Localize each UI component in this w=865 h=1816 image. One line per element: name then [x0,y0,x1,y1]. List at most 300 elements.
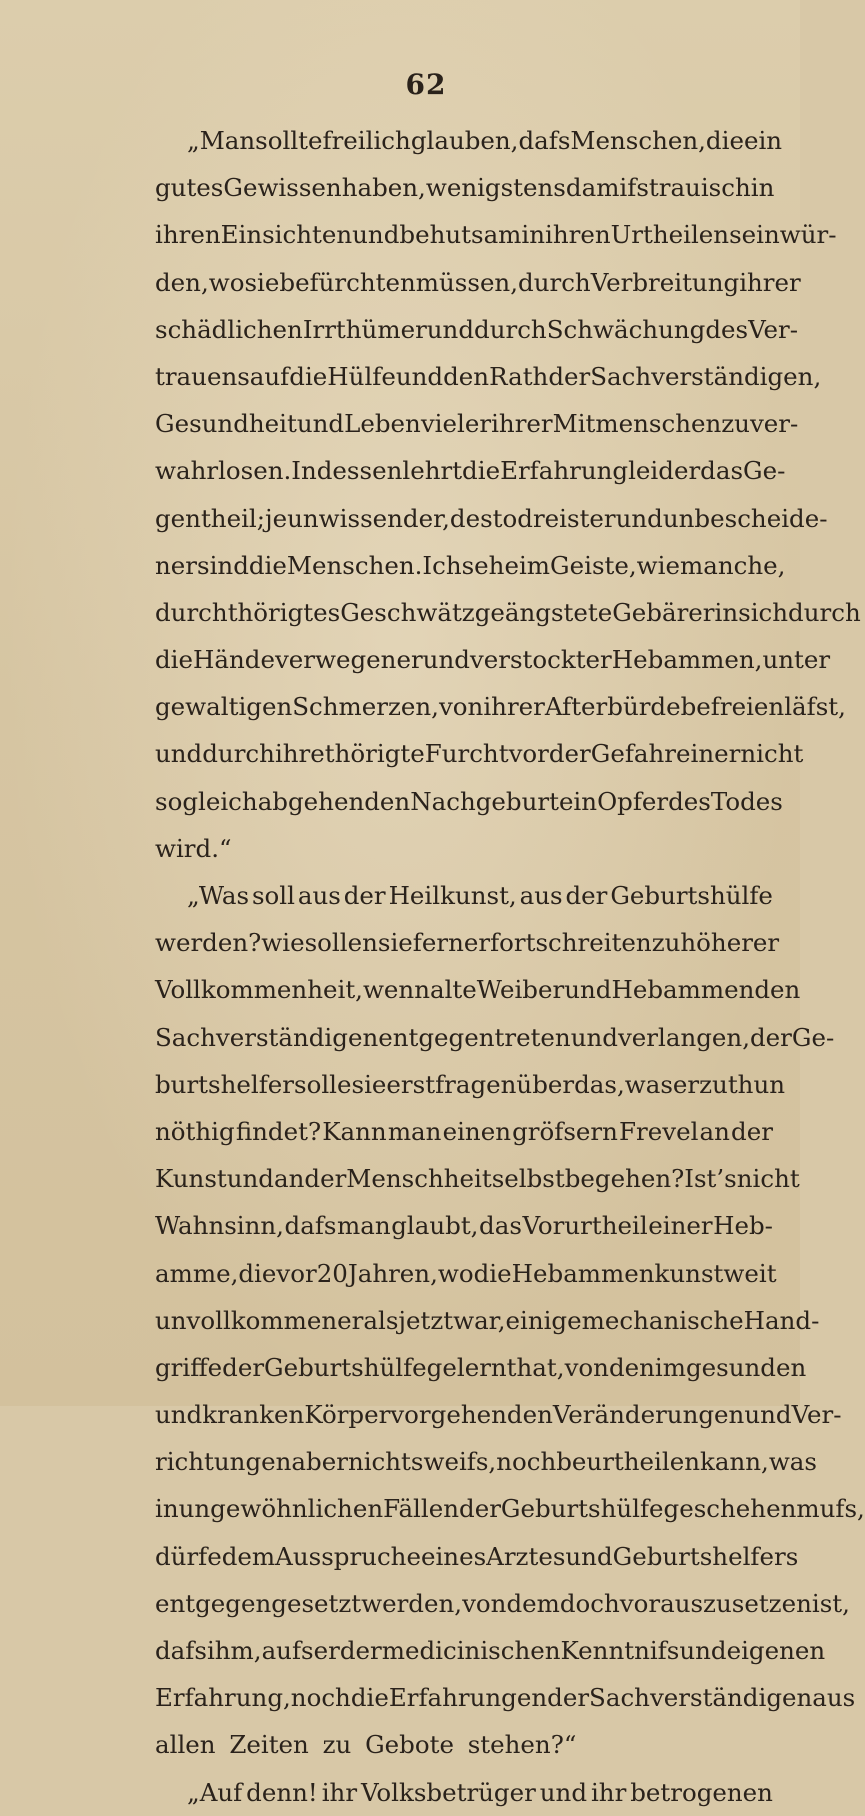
word: richtungen [155,1447,292,1477]
word: beurtheilen [556,1447,700,1477]
word: vorgehenden [390,1400,553,1430]
word: war, [453,1305,506,1335]
word: und [615,503,663,533]
word: er [672,1069,700,1099]
word: Nachgeburt [410,786,559,816]
word: Gefahr [590,739,677,769]
word: treten [494,1022,571,1052]
word: findet? [235,1116,322,1146]
word: Heilkunst, [388,881,517,910]
word: Geburtshülfe [264,1352,427,1382]
word: die [248,550,287,580]
word: ungewöhnlichen [178,1494,384,1524]
word: Opfer [597,786,669,816]
word: Kann [322,1116,387,1146]
word: den [608,1352,655,1382]
word: Irrthümer [302,314,427,344]
word: die [155,645,194,675]
word: Menschheit [346,1164,492,1194]
word: sind [197,550,249,580]
word: fragen [435,1069,517,1099]
word: Geschwätz [340,597,475,627]
word: vieler [420,409,492,439]
word: Furcht [424,739,509,769]
text-line [155,1250,777,1297]
word: dafs [155,1636,207,1665]
word: amme, [155,1258,239,1288]
word: unwissender, [287,503,450,533]
page-number: 62 [405,68,447,101]
word: ihrer [491,409,553,439]
word: wie [261,928,305,958]
word: nöthig [155,1116,235,1146]
word: Mitmenschen [552,409,722,439]
text-line: wird.“ [155,833,232,863]
word: Körper [304,1400,391,1430]
word: Verbreitung [590,267,740,297]
word: Erfahrung, [155,1683,291,1713]
word: durch [474,314,547,344]
word: freilich [322,126,411,155]
word: thörigte [324,739,425,769]
word: vorauszusetzen [619,1588,812,1618]
word: nichts [347,1447,424,1477]
text-line [155,1769,773,1816]
word: Jahren, [347,1258,438,1288]
word: und [155,739,203,769]
word: die [350,1683,389,1713]
word: jetzt [398,1305,454,1335]
word: einer [676,739,741,769]
word: und [226,1164,274,1194]
word: an [699,1116,730,1146]
text-line [155,495,828,542]
word: zu [699,1069,728,1099]
word: der [222,1352,265,1382]
word: ver- [749,409,799,439]
word: ferner [412,928,491,958]
word: des [668,786,711,816]
word: Ich [422,550,462,580]
word: Sachverständigen [155,1022,379,1052]
text-line [155,306,799,353]
word: burtshelfer [155,1069,294,1099]
word: Gewissen [223,173,342,203]
word: gröfsern [512,1116,618,1146]
word: im [518,550,551,580]
word: Indessen [291,456,403,486]
word: soll [251,881,295,910]
text-line [155,1155,800,1202]
text-line [155,872,773,919]
word: das, [574,1069,625,1099]
word: und [539,1777,588,1807]
word: wo [208,267,245,297]
word: denn! [246,1777,318,1807]
word: wie [636,550,680,580]
word: Schmerzen, [292,692,439,722]
text-line [155,400,799,447]
word: dem [221,1541,276,1571]
word: werden? [155,928,262,958]
word: von [438,692,484,722]
word: Hülfe [327,361,396,391]
word: das [479,1211,522,1241]
word: entgegengesetzt [155,1588,362,1618]
word: über [516,1069,575,1099]
word: Vollkommenheit, [155,975,363,1005]
word: und [565,1541,613,1571]
word: Urtheilen [610,220,730,250]
text-line [155,1533,799,1580]
body-text [155,117,865,1816]
word: erst [386,1069,436,1099]
word: noch [290,1683,351,1713]
word: hat, [516,1352,565,1382]
word: Kenntnifs [560,1636,680,1665]
word: mufs, [796,1494,865,1524]
word: den [754,975,801,1005]
word: in [521,220,546,250]
word: was [768,1447,817,1477]
text-line [155,778,783,825]
word: abgehenden [257,786,411,816]
text-line [155,1014,835,1061]
word: man [337,1211,391,1241]
text-line [155,1580,850,1627]
text-line [155,259,801,306]
word: je [265,503,288,533]
word: und [155,1400,203,1430]
word: von [462,1588,507,1618]
word: ihm, [206,1636,262,1665]
word: Erfahrung [500,456,629,486]
word: höherer [680,928,780,958]
word: aufser [261,1636,340,1665]
word: dafs [284,1211,337,1241]
word: Wahnsinn, [155,1211,284,1241]
text-line [155,1391,842,1438]
text-line [155,1061,786,1108]
word: mifstrauisch [596,173,751,203]
word: Kunst [155,1164,227,1194]
word: desto [449,503,518,533]
word: nicht [736,1164,800,1194]
word: Gebärerin [612,597,739,627]
word: aus [812,1683,856,1713]
word: aus [519,881,563,910]
word: der [547,1683,590,1713]
word: ihr [321,1777,358,1807]
word: lehrt [402,456,463,486]
word: Erfahrungen [388,1683,548,1713]
word: Sachverständigen, [590,361,822,391]
word: einige [505,1305,582,1335]
word: verstockter [469,645,612,675]
word: ihrer [739,267,801,297]
word: der [749,1022,792,1052]
word: medicinischen [381,1636,561,1665]
word: alte [429,975,477,1005]
word: verlangen, [617,1022,750,1052]
word: schädlichen [155,314,303,344]
word: Geburtshelfers [612,1541,799,1571]
word: entgegen [378,1022,495,1052]
word: Volksbetrüger [360,1777,536,1807]
word: Schwächung [546,314,706,344]
word: Todes [710,786,783,816]
word: Hand- [743,1305,820,1335]
text-line [155,730,804,777]
text-line [155,1344,807,1391]
text-line [155,542,786,589]
word: aber [291,1447,348,1477]
word: unvollkommener [155,1305,364,1335]
word: von [564,1352,609,1382]
word: Frevel [619,1116,699,1146]
word: geängstete [474,597,613,627]
word: des [705,314,749,344]
text-line [155,1108,773,1155]
word: einen [442,1116,511,1146]
word: thun [727,1069,786,1099]
word: sollen [304,928,378,958]
text-line [155,683,846,730]
word: Veränderungen [552,1400,745,1430]
word: glaubt, [391,1211,479,1241]
word: unbescheide- [662,503,828,533]
word: sollte [255,126,323,155]
word: noch [496,1447,557,1477]
word: die [238,1258,277,1288]
word: die [473,1258,512,1288]
word: ihrer [483,692,545,722]
text-line [155,1485,865,1532]
word: Geburtshülfe [500,1494,664,1524]
word: Hebammen, [611,645,763,675]
word: gelernt [426,1352,517,1382]
word: müssen, [415,267,519,297]
word: selbst [491,1164,565,1194]
word: solle [294,1069,352,1099]
word: ner [155,550,197,580]
word: dafs [518,126,571,155]
word: griffe [155,1352,223,1382]
word: thörigtes [227,597,341,627]
text-line [155,164,773,211]
word: läfst, [784,692,846,722]
word: der [343,881,386,910]
text-line [155,966,801,1013]
word: der [548,739,591,769]
word: aus [297,881,341,910]
word: trauens [155,361,250,391]
word: manche, [679,550,786,580]
word: dreister [517,503,616,533]
word: werden, [361,1588,463,1618]
word: „Was [187,881,250,910]
word: der [459,1494,501,1524]
word: befreien [680,692,785,722]
text-line [155,919,780,966]
word: Ver- [791,1400,842,1430]
word: gewaltigen [155,692,293,722]
word: die [705,126,744,155]
word: in [750,173,775,203]
word: an [274,1164,305,1194]
word: der [548,361,591,391]
word: unter [762,645,831,675]
word: als [363,1305,399,1335]
text-line [155,353,822,400]
word: durch [202,739,275,769]
word: sich [738,597,789,627]
word: ein [558,786,598,816]
word: Hände [193,645,275,675]
word: den [443,361,490,391]
text-line [155,211,837,258]
word: fortschreiten [490,928,652,958]
word: betrogenen [630,1777,773,1807]
word: und [564,975,612,1005]
word: nicht [740,739,804,769]
word: Geburtshülfe [610,881,773,910]
word: dürfe [155,1541,222,1571]
word: Afterbürde [544,692,681,722]
word: wo [437,1258,474,1288]
word: den, [155,267,209,297]
word: auf [249,361,290,391]
word: zu [721,409,750,439]
text-line [155,1627,826,1674]
word: befürchten [279,267,416,297]
word: der [565,881,608,910]
word: ihre [274,739,325,769]
word: eines [420,1541,487,1571]
word: Vorurtheil [522,1211,648,1241]
word: glauben, [410,126,519,155]
word: verwegener [274,645,423,675]
word: sie [351,1069,387,1099]
word: Sachverständigen [589,1683,813,1713]
text-line [155,1202,773,1249]
word: vor [276,1258,317,1288]
word: Fällen [383,1494,460,1524]
word: der [339,1636,382,1665]
word: ist, [811,1588,850,1618]
text-line: allen Zeiten zu Gebote stehen?“ [155,1730,577,1760]
word: sie [244,267,280,297]
text-line [155,589,861,636]
word: ihr [590,1777,627,1807]
word: ihren [545,220,611,250]
word: sie [377,928,413,958]
word: und [352,220,400,250]
word: weit [723,1258,777,1288]
word: Gesundheit [155,409,297,439]
word: Hebammenkunst [511,1258,724,1288]
word: dem [506,1588,560,1618]
word: sogleich [155,786,258,816]
word: Ist’s [684,1164,737,1194]
word: begehen? [564,1164,685,1194]
word: Ge- [791,1022,835,1052]
text-line [155,1297,820,1344]
word: gesunden [685,1352,807,1382]
word: und [296,409,345,439]
word: und [679,1636,727,1665]
word: kann, [700,1447,769,1477]
word: sehe [461,550,519,580]
word: Einsichten [220,220,353,250]
word: gentheil; [155,503,266,533]
word: mechanische [581,1305,744,1335]
word: sein [729,220,780,250]
word: durch [518,267,591,297]
word: Menschen. [286,550,423,580]
word: Geiste, [550,550,637,580]
word: Arztes [486,1541,566,1571]
word: gutes [155,173,224,203]
word: eigenen [726,1636,826,1665]
word: ein [743,126,783,155]
word: behutsam [399,220,522,250]
word: da [565,173,597,203]
word: Ver- [748,314,799,344]
word: Hebammen [611,975,755,1005]
word: Rath [489,361,549,391]
word: der [731,1116,773,1146]
word: Weiber [476,975,565,1005]
word: „Man [187,126,256,155]
text-line [155,117,783,164]
word: die [289,361,328,391]
word: Heb- [713,1211,773,1241]
word: doch [559,1588,620,1618]
word: „Auf [187,1777,243,1807]
word: der [304,1164,347,1194]
text-line [155,1674,856,1721]
word: Leben [344,409,421,439]
word: durch [155,597,228,627]
word: und [422,645,470,675]
word: 20 [316,1258,348,1288]
word: und [744,1400,792,1430]
word: was [624,1069,673,1099]
word: durch [788,597,861,627]
text-line [155,636,831,683]
word: vor [508,739,549,769]
word: man [387,1116,442,1146]
word: und [426,314,475,344]
word: kranken [202,1400,305,1430]
word: die [462,456,501,486]
word: haben, [341,173,426,203]
word: in [155,1494,179,1524]
word: geschehen [663,1494,797,1524]
word: zu [651,928,681,958]
word: leider [628,456,701,486]
word: im [654,1352,686,1382]
word: und [395,361,444,391]
word: wür- [779,220,837,250]
word: einer [648,1211,713,1241]
text-line [155,1438,817,1485]
word: wahrlosen. [155,456,292,486]
word: ihren [155,220,221,250]
word: weifs, [423,1447,497,1477]
word: wenigstens [425,173,566,203]
